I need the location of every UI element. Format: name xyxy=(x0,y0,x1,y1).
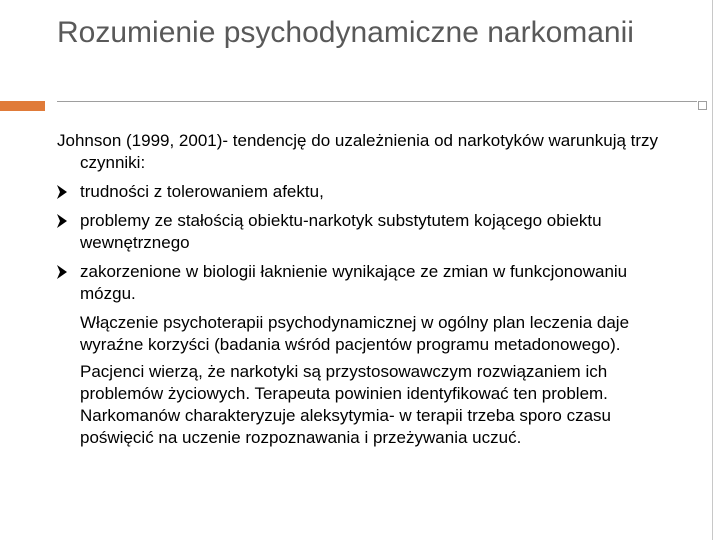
bullet-text: trudności z tolerowaniem afektu, xyxy=(80,182,324,201)
paragraph-treatment: Włączenie psychoterapii psychodynamicznej w ogólny plan leczenia daje wyraźne korzyści (badania wśród pacjentów programu metadonowego). xyxy=(80,313,630,354)
intro-text: Johnson (1999, 2001)- tendencję do uzależnienia od narkotyków warunkują trzy czynniki: xyxy=(57,131,659,172)
bullet-item xyxy=(57,210,687,254)
bullet-item xyxy=(57,261,687,305)
bullet-item xyxy=(57,181,687,203)
slide-title: Rozumienie psychodynamiczne narkomanii xyxy=(57,16,634,49)
paragraph-patients: Pacjenci wierzą, że narkotyki są przystosowawczym rozwiązaniem ich problemów życiowych. Terapeuta powinien identyfikować ten problem. Narkomanów charakteryzuje aleksytymia- w terapii trzeba sporo czasu poświęcić na uczenie rozpoznawania i przeżywania uczuć. xyxy=(80,362,611,447)
bullet-text: problemy ze stałością obiektu-narkotyk substytutem kojącego obiektu wewnętrznego xyxy=(80,211,602,252)
accent-bar xyxy=(0,101,45,111)
right-edge-line xyxy=(712,0,713,540)
divider-end-box xyxy=(698,101,707,110)
divider-line xyxy=(57,101,697,102)
arrowhead-bullet-icon xyxy=(57,185,67,199)
arrowhead-bullet-icon xyxy=(57,214,67,228)
title-divider xyxy=(0,101,720,111)
arrowhead-bullet-icon xyxy=(57,265,67,279)
slide-body xyxy=(57,130,687,454)
bullet-text: zakorzenione w biologii łaknienie wynikające ze zmian w funkcjonowaniu mózgu. xyxy=(80,262,628,303)
bullet-list xyxy=(57,181,687,305)
